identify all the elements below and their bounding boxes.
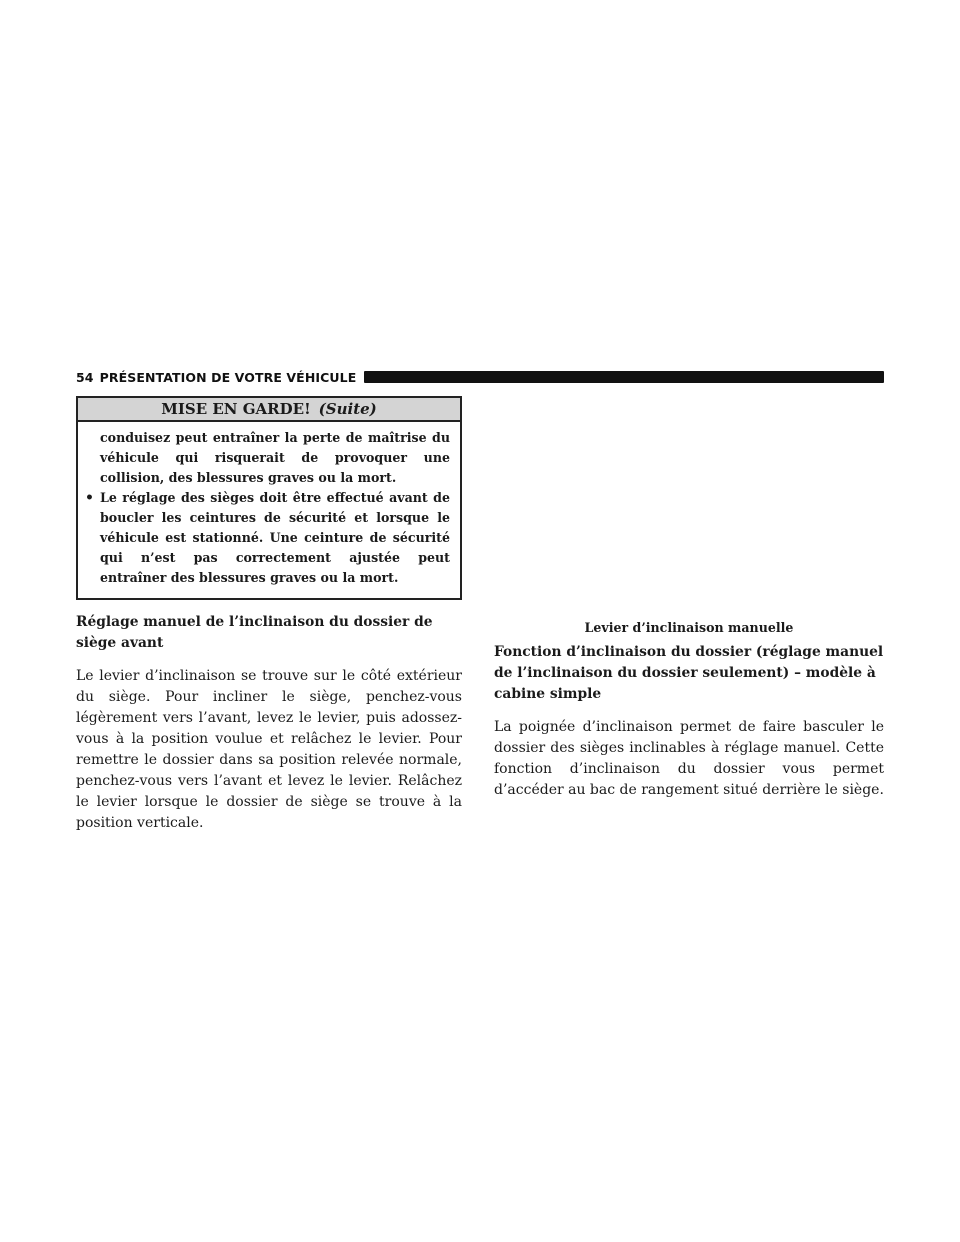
warning-header <box>78 398 460 422</box>
header-rule <box>364 371 884 383</box>
bullet-icon: • <box>85 490 94 506</box>
warning-bullet-item <box>85 488 450 588</box>
warning-box <box>76 396 462 600</box>
figure-caption: Levier d’inclinaison manuelle <box>584 620 794 635</box>
recline-paragraph: Le levier d’inclinaison se trouve sur le côté extérieur du siège. Pour incliner le siège, penchez-vous légèrement vers l’avant, levez le levier, puis adossez-vous à la position voulue et relâchez le levier. Pour remettre le dossier dans sa position relevée normale, penchez-vous vers l’avant et levez le levier. Relâchez le levier lorsque le dossier de siège se trouve à la position verticale. <box>76 668 462 831</box>
section-heading-recline: Réglage manuel de l’inclinaison du dossier de siège avant <box>76 614 433 651</box>
section-title: PRÉSENTATION DE VOTRE VÉHICULE <box>99 369 357 385</box>
warning-body <box>78 422 460 588</box>
section-heading-fold: Fonction d’inclinaison du dossier (réglage manuel de l’inclinaison du dossier seulement) – modèle à cabine simple <box>494 644 884 702</box>
warning-suite: (Suite) <box>318 400 377 418</box>
page-header <box>76 369 884 385</box>
warning-bullet-text: Le réglage des sièges doit être effectué avant de boucler les ceintures de sécurité et lorsque le véhicule est stationné. Une ceinture de sécurité qui n’est pas correctement ajustée peut entraîner des blessures graves ou la mort. <box>100 490 450 585</box>
figure-image <box>494 396 884 620</box>
right-column <box>494 396 884 801</box>
page-number: 54 <box>76 369 94 385</box>
warning-title: MISE EN GARDE! <box>161 400 311 418</box>
warning-continuation: conduisez peut entraîner la perte de maîtrise du véhicule qui risquerait de provoquer une collision, des blessures graves ou la mort. <box>100 430 450 485</box>
left-column <box>76 396 462 834</box>
fold-paragraph: La poignée d’inclinaison permet de faire basculer le dossier des sièges inclinables à réglage manuel. Cette fonction d’inclinaison du dossier vous permet d’accéder au bac de rangement situé derrière le siège. <box>494 719 884 798</box>
